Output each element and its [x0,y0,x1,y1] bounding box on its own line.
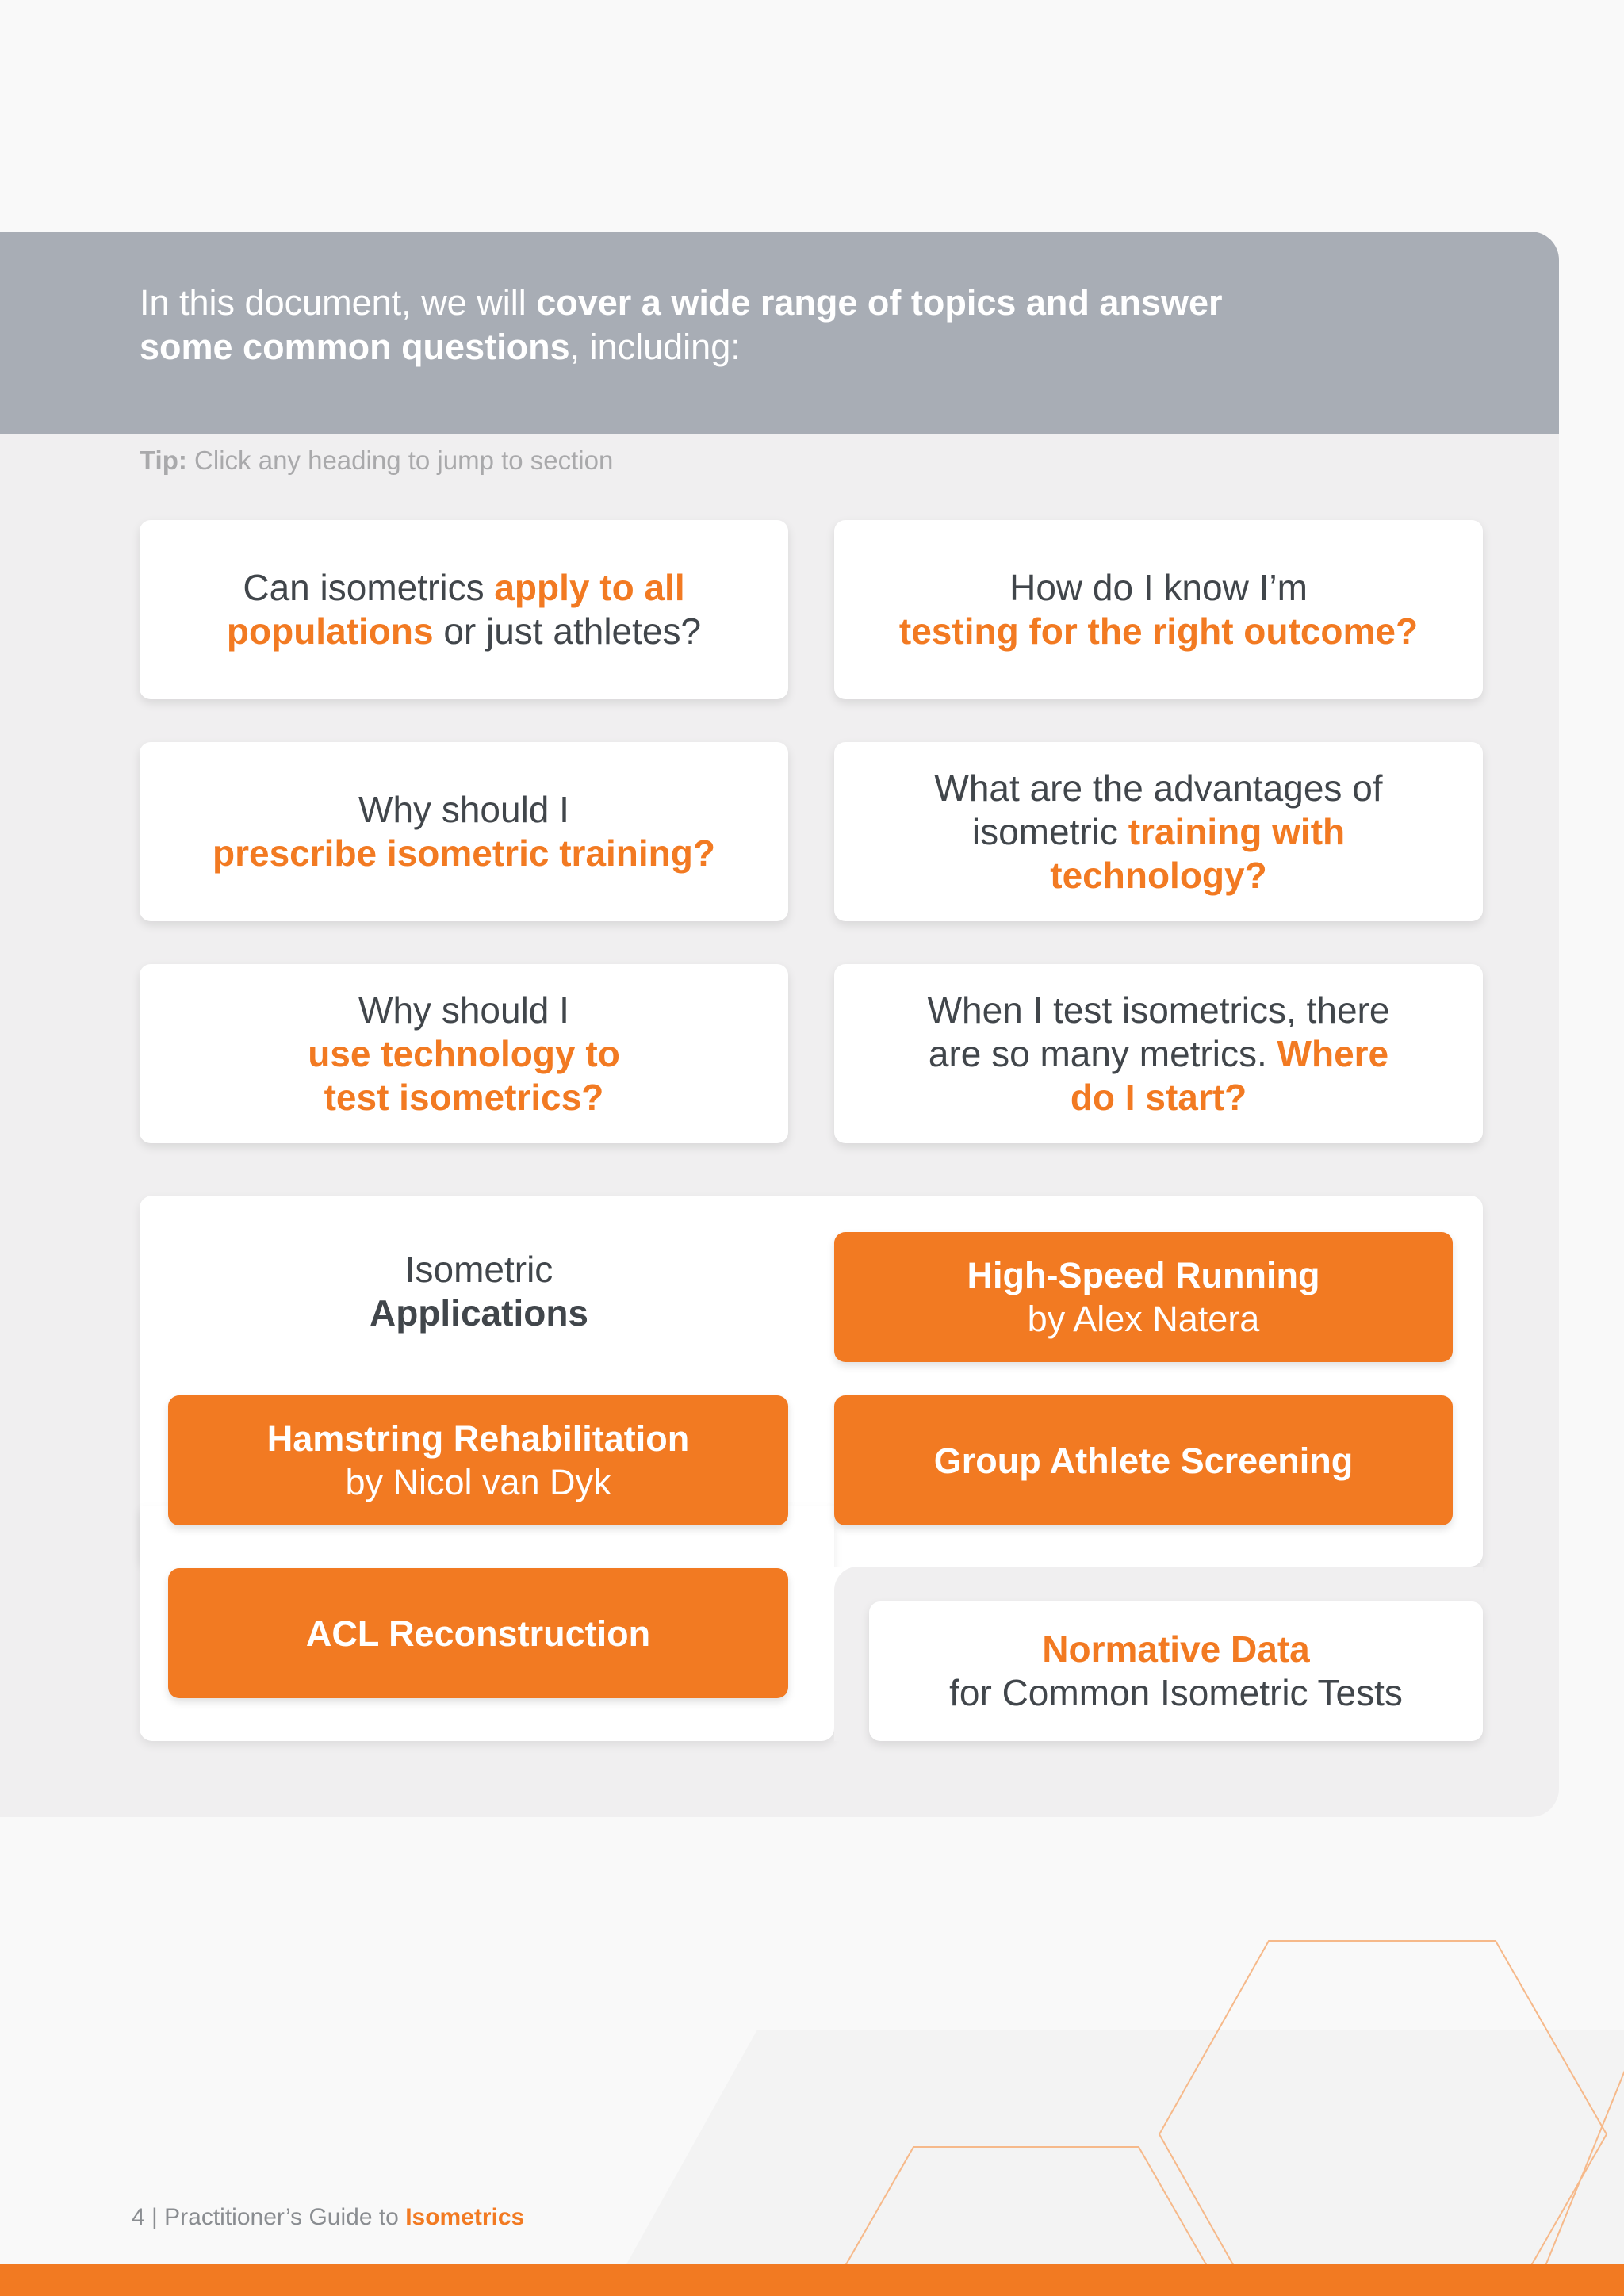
question-highlight: Where do I start? [1070,1032,1389,1118]
intro-text [140,281,1250,369]
question-pre: Why should I [358,789,569,830]
question-pre: Can isometrics [243,567,495,608]
normative-title: Normative Data [1042,1628,1310,1670]
tip-body: Click any heading to jump to section [186,446,614,475]
acl-reconstruction-button[interactable] [168,1568,788,1698]
question-post: or just athletes? [433,610,702,652]
question-card-prescribe-training[interactable] [140,742,788,921]
normative-data-card[interactable] [869,1601,1483,1741]
question-pre: What are the advantages of isometric [934,767,1383,852]
question-card-right-outcome[interactable] [834,520,1483,699]
footer-separator: | [144,2204,165,2230]
question-text [186,788,741,875]
high-speed-running-button[interactable] [834,1232,1453,1362]
question-text [881,566,1436,653]
tip-label: Tip: [140,446,187,475]
intro-text-part2: , including: [569,327,741,367]
question-text [921,989,1396,1119]
question-card-populations[interactable] [140,520,788,699]
question-highlight: apply to all populations [226,567,685,652]
applications-box-gap [834,1590,868,1741]
question-card-test-technology[interactable] [140,964,788,1143]
question-pre: How do I know I’m [1009,567,1308,608]
page-number: 4 [132,2204,145,2230]
question-text [921,767,1396,897]
question-text [210,566,718,653]
button-title: Group Athlete Screening [933,1440,1354,1481]
bottom-accent-bar [0,2264,1624,2296]
question-card-training-technology[interactable] [834,742,1483,921]
applications-box-notch [834,1567,1483,1590]
button-title: ACL Reconstruction [305,1613,651,1654]
tip-text [140,446,613,476]
applications-title-bold: Applications [369,1292,589,1334]
footer-text: Practitioner’s Guide to [164,2204,406,2230]
button-title: Hamstring Rehabilitation [266,1418,690,1459]
normative-subtitle: for Common Isometric Tests [949,1672,1403,1713]
question-pre: When I test isometrics, there are so many metrics. [927,989,1390,1074]
intro-text-bold: cover a wide range of topics and answer some common questions [140,282,1223,367]
question-card-metrics[interactable] [834,964,1483,1143]
button-subtitle: by Alex Natera [1027,1299,1260,1339]
applications-title [140,1248,818,1335]
hamstring-rehabilitation-button[interactable] [168,1395,788,1525]
footer-brand: Isometrics [405,2204,525,2230]
applications-title-light: Isometric [404,1249,553,1290]
button-subtitle: by Nicol van Dyk [345,1462,611,1502]
question-pre: Why should I [358,989,569,1031]
question-highlight: use technology to test isometrics? [308,1032,620,1118]
question-highlight: testing for the right outcome? [898,610,1419,652]
intro-text-part1: In this document, we will [140,282,537,323]
page-footer [132,2204,524,2231]
question-highlight: training with technology? [1050,810,1346,896]
intro-header [0,232,1559,434]
group-athlete-screening-button[interactable] [834,1395,1453,1525]
question-highlight: prescribe isometric training? [213,832,715,874]
button-title: High-Speed Running [967,1255,1320,1295]
question-text [289,989,638,1119]
